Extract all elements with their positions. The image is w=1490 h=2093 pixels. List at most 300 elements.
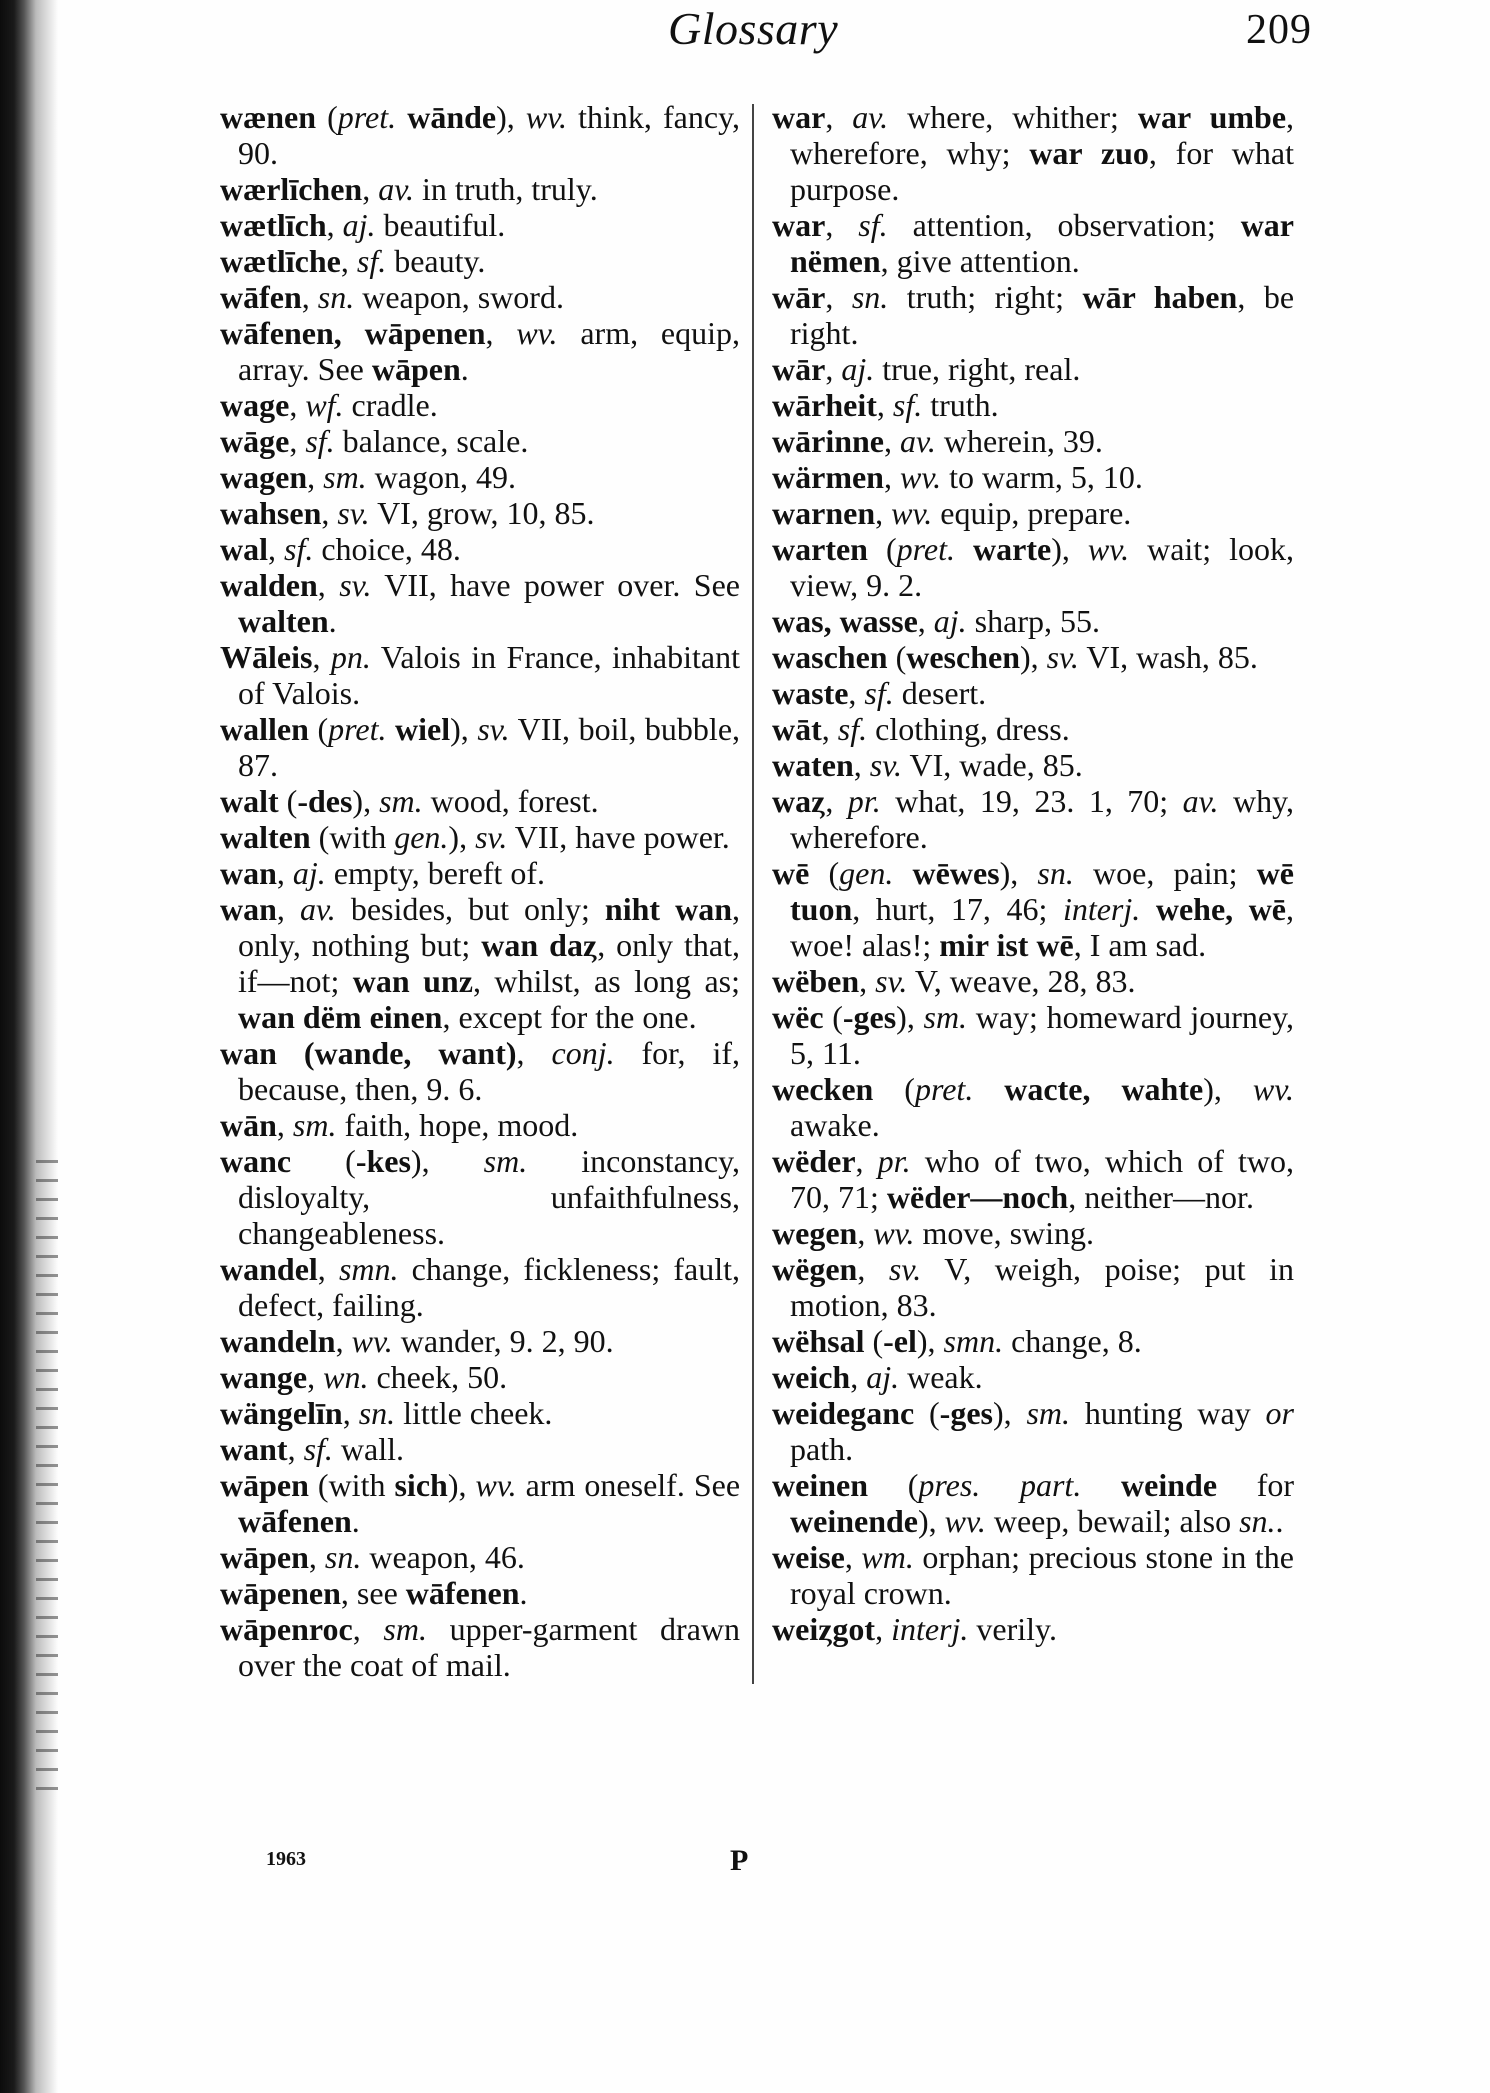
glossary-entry bbox=[220, 171, 740, 207]
glossary-entry bbox=[220, 387, 740, 423]
entry-grammar-label: sm. bbox=[923, 999, 968, 1035]
entry-text: ), bbox=[450, 711, 478, 747]
glossary-entry bbox=[772, 207, 1294, 279]
entry-text: verily. bbox=[968, 1611, 1057, 1647]
glossary-entry bbox=[772, 1215, 1294, 1251]
entry-text: , bbox=[308, 1539, 325, 1575]
entry-headword: wan (wande, want) bbox=[220, 1035, 517, 1071]
entry-grammar-label: sv. bbox=[477, 711, 510, 747]
entry-headword: wegen bbox=[772, 1215, 858, 1251]
entry-headword: war umbe bbox=[1137, 99, 1287, 135]
entry-text: , bbox=[485, 315, 517, 351]
glossary-entry bbox=[220, 891, 740, 1035]
entry-grammar-label: gen. bbox=[839, 855, 894, 891]
entry-headword: wandeln bbox=[220, 1323, 336, 1359]
entry-grammar-label: wv. bbox=[891, 495, 933, 531]
entry-text: . bbox=[1275, 1503, 1284, 1539]
entry-text: , bbox=[876, 387, 893, 423]
entry-headword: weschen bbox=[906, 639, 1020, 675]
entry-headword: wallen bbox=[220, 711, 309, 747]
entry-grammar-label: sn. bbox=[324, 1539, 362, 1575]
entry-text: , bbox=[825, 351, 842, 387]
entry-text: ), bbox=[896, 999, 924, 1035]
entry-headword: wāfenen bbox=[405, 1575, 520, 1611]
glossary-entry bbox=[220, 423, 740, 459]
entry-text: VII, have power over. See bbox=[371, 567, 741, 603]
entry-grammar-label: sf. bbox=[284, 531, 314, 567]
entry-text: ( bbox=[914, 1395, 940, 1431]
entry-text: change, fickleness; fault, defect, failing. bbox=[238, 1251, 741, 1323]
entry-headword: weich bbox=[772, 1359, 851, 1395]
entry-grammar-label: sv. bbox=[475, 819, 508, 855]
entry-grammar-label: conj. bbox=[551, 1035, 615, 1071]
entry-headword: weise bbox=[772, 1539, 845, 1575]
entry-headword: wænen bbox=[220, 99, 317, 135]
entry-headword: wætlīch bbox=[220, 207, 327, 243]
entry-headword: wāfenen, wāpenen bbox=[220, 315, 486, 351]
entry-grammar-label: sm. bbox=[483, 1143, 528, 1179]
entry-text: ), bbox=[447, 1467, 476, 1503]
glossary-entry bbox=[220, 243, 740, 279]
entry-text: , bbox=[289, 423, 306, 459]
entry-headword: wängelīn bbox=[220, 1395, 343, 1431]
entry-text: , bbox=[875, 1611, 892, 1647]
entry-text: , bbox=[276, 1107, 293, 1143]
entry-headword: wan dëm einen bbox=[238, 999, 443, 1035]
entry-headword: war bbox=[772, 207, 826, 243]
entry-text: , bbox=[317, 567, 340, 603]
glossary-entry bbox=[772, 639, 1294, 675]
entry-headword: war nëmen bbox=[790, 207, 1294, 279]
column-divider bbox=[752, 104, 754, 1684]
entry-text: ), bbox=[1203, 1071, 1253, 1107]
entry-text: ( bbox=[864, 1323, 884, 1359]
entry-text: where, whither; bbox=[888, 99, 1138, 135]
entry-headword: Wāleis bbox=[220, 639, 313, 675]
entry-headword: wārinne bbox=[772, 423, 884, 459]
entry-headword: wal bbox=[220, 531, 268, 567]
glossary-column-left bbox=[220, 99, 740, 1683]
entry-text: , bbox=[825, 99, 853, 135]
entry-headword: weinde bbox=[1121, 1467, 1218, 1503]
glossary-entry bbox=[220, 1143, 740, 1251]
entry-text: upper-garment drawn over the coat of mail. bbox=[238, 1611, 740, 1683]
glossary-column-right bbox=[772, 99, 1294, 1647]
entry-headword: wan bbox=[220, 891, 277, 927]
entry-text: ), bbox=[496, 99, 526, 135]
entry-grammar-label: wv. bbox=[873, 1215, 915, 1251]
entry-text: in truth, truly. bbox=[414, 171, 598, 207]
entry-grammar-label: wn. bbox=[323, 1359, 369, 1395]
glossary-entry bbox=[772, 999, 1294, 1071]
entry-text: ), bbox=[1019, 639, 1047, 675]
entry-grammar-label: av. bbox=[1182, 783, 1219, 819]
entry-text: who of two, which of two, 70, 71; bbox=[790, 1143, 1295, 1215]
entry-grammar-label: interj. bbox=[891, 1611, 969, 1647]
entry-text: Valois in France, inhabitant of Valois. bbox=[238, 639, 741, 711]
entry-headword: -des bbox=[297, 783, 353, 819]
entry-grammar-label: sm. bbox=[1026, 1395, 1071, 1431]
entry-text: , wherefore, why; bbox=[790, 99, 1295, 171]
entry-text: inconstancy, disloyalty, unfaithfulness, changeableness. bbox=[238, 1143, 740, 1251]
glossary-entry bbox=[772, 1467, 1294, 1539]
entry-text: cheek, 50. bbox=[368, 1359, 508, 1395]
entry-grammar-label: pn. bbox=[330, 639, 371, 675]
glossary-entry bbox=[772, 1395, 1294, 1467]
entry-grammar-label: wv. bbox=[351, 1323, 393, 1359]
entry-text: path. bbox=[790, 1431, 854, 1467]
entry-text bbox=[893, 855, 912, 891]
entry-text: equip, prepare. bbox=[932, 495, 1132, 531]
glossary-entry bbox=[220, 567, 740, 639]
entry-text: beauty. bbox=[386, 243, 486, 279]
glossary-entry bbox=[220, 1611, 740, 1683]
entry-headword: wahsen bbox=[220, 495, 322, 531]
entry-text: , see bbox=[340, 1575, 406, 1611]
entry-text: cradle. bbox=[343, 387, 438, 423]
entry-headword: wē bbox=[772, 855, 810, 891]
entry-headword: wēwes bbox=[912, 855, 1000, 891]
entry-headword: wārheit bbox=[772, 387, 877, 423]
entry-grammar-label: pres. part. bbox=[918, 1467, 1082, 1503]
glossary-entry bbox=[772, 711, 1294, 747]
glossary-entry bbox=[220, 1431, 740, 1467]
entry-text: way; homeward journey, 5, 11. bbox=[790, 999, 1294, 1071]
entry-text: VII, boil, bubble, 87. bbox=[238, 711, 741, 783]
entry-headword: wāpenen bbox=[220, 1575, 341, 1611]
entry-headword: waschen bbox=[772, 639, 888, 675]
entry-text: , bbox=[821, 711, 838, 747]
glossary-entry bbox=[772, 459, 1294, 495]
glossary-entry bbox=[220, 711, 740, 783]
entry-headword: wāfen bbox=[220, 279, 302, 315]
entry-headword: wāge bbox=[220, 423, 290, 459]
glossary-entry bbox=[220, 1107, 740, 1143]
entry-text: woe, pain; bbox=[1073, 855, 1257, 891]
entry-text: change, 8. bbox=[1003, 1323, 1142, 1359]
entry-text: ), bbox=[410, 1143, 484, 1179]
entry-headword: wëhsal bbox=[772, 1323, 865, 1359]
entry-headword: wange bbox=[220, 1359, 308, 1395]
entry-text: , bbox=[335, 1323, 352, 1359]
entry-text: , bbox=[287, 1431, 304, 1467]
entry-headword: war bbox=[772, 99, 826, 135]
entry-text: sharp, 55. bbox=[966, 603, 1100, 639]
entry-grammar-label: sm. bbox=[292, 1107, 337, 1143]
entry-text: VII, have power. bbox=[507, 819, 730, 855]
entry-text: wagon, 49. bbox=[366, 459, 516, 495]
entry-text: why, wherefore. bbox=[790, 783, 1295, 855]
entry-text: faith, hope, mood. bbox=[336, 1107, 579, 1143]
entry-grammar-label: wv. bbox=[899, 459, 942, 495]
entry-grammar-label: sn. bbox=[851, 279, 889, 315]
entry-grammar-label: pret. bbox=[328, 711, 387, 747]
entry-text: wood, forest. bbox=[422, 783, 599, 819]
entry-grammar-label: interj. bbox=[1062, 891, 1141, 927]
glossary-entry bbox=[220, 783, 740, 819]
entry-headword: -el bbox=[883, 1323, 917, 1359]
entry-headword: weinende bbox=[790, 1503, 918, 1539]
entry-text bbox=[1081, 1467, 1121, 1503]
entry-text: weapon, 46. bbox=[361, 1539, 525, 1575]
entry-headword: wāpen bbox=[220, 1539, 309, 1575]
entry-headword: wāpenroc bbox=[220, 1611, 353, 1647]
glossary-entry bbox=[772, 1539, 1294, 1611]
entry-text: beautiful. bbox=[375, 207, 506, 243]
entry-headword: waten bbox=[772, 747, 854, 783]
entry-text: , bbox=[857, 1215, 874, 1251]
entry-headword: wëgen bbox=[772, 1251, 858, 1287]
glossary-entry bbox=[772, 495, 1294, 531]
glossary-entry bbox=[220, 315, 740, 387]
entry-text: wait; look, view, 9. 2. bbox=[790, 531, 1295, 603]
entry-text: (with bbox=[308, 1467, 395, 1503]
entry-headword: walden bbox=[220, 567, 318, 603]
glossary-entry bbox=[220, 207, 740, 243]
entry-text: , bbox=[844, 1539, 862, 1575]
entry-grammar-label: sv. bbox=[888, 1251, 922, 1287]
entry-text: (with bbox=[310, 819, 395, 855]
entry-text: ( bbox=[278, 783, 298, 819]
entry-grammar-label: aj. bbox=[841, 351, 875, 387]
entry-grammar-label: sf. bbox=[305, 423, 335, 459]
entry-grammar-label: wv. bbox=[516, 315, 558, 351]
entry-text: V, weigh, poise; put in motion, 83. bbox=[790, 1251, 1295, 1323]
entry-text: , be right. bbox=[790, 279, 1295, 351]
entry-grammar-label: aj. bbox=[866, 1359, 900, 1395]
entry-text: ), bbox=[448, 819, 476, 855]
glossary-entry bbox=[220, 1539, 740, 1575]
entry-headword: wætlīche bbox=[220, 243, 341, 279]
entry-headword: warten bbox=[772, 531, 868, 567]
glossary-entry bbox=[220, 531, 740, 567]
entry-headword: wār bbox=[772, 351, 826, 387]
glossary-entry bbox=[772, 1143, 1294, 1215]
entry-grammar-label: av. bbox=[378, 171, 415, 207]
entry-grammar-label: pr. bbox=[877, 1143, 911, 1179]
glossary-entry bbox=[772, 1251, 1294, 1323]
entry-grammar-label: pret. bbox=[896, 531, 956, 567]
entry-headword: walten bbox=[238, 603, 329, 639]
entry-headword: wē tuon bbox=[790, 855, 1294, 927]
glossary-entry bbox=[772, 351, 1294, 387]
entry-headword: walten bbox=[220, 819, 311, 855]
entry-grammar-label: av. bbox=[299, 891, 336, 927]
entry-grammar-label: wv. bbox=[475, 1467, 517, 1503]
glossary-entry bbox=[220, 855, 740, 891]
entry-headword: -kes bbox=[355, 1143, 411, 1179]
entry-text: ( bbox=[308, 711, 329, 747]
entry-headword: wār bbox=[772, 279, 826, 315]
entry-text: , bbox=[340, 243, 357, 279]
entry-headword: wandel bbox=[220, 1251, 318, 1287]
entry-text: empty, bereft of. bbox=[325, 855, 545, 891]
glossary-entry bbox=[772, 1359, 1294, 1395]
entry-grammar-label: av. bbox=[900, 423, 936, 459]
glossary-entry bbox=[772, 531, 1294, 603]
entry-text: ( bbox=[823, 999, 843, 1035]
entry-text: weep, bewail; also bbox=[985, 1503, 1240, 1539]
entry-text: , bbox=[268, 531, 284, 567]
glossary-entry bbox=[772, 279, 1294, 351]
glossary-entry bbox=[220, 1251, 740, 1323]
running-title: Glossary bbox=[668, 3, 839, 54]
entry-text: , bbox=[317, 1251, 339, 1287]
entry-text: , bbox=[516, 1035, 552, 1071]
entry-text: , bbox=[875, 495, 892, 531]
entry-text: arm oneself. See bbox=[516, 1467, 741, 1503]
entry-headword: wāpen bbox=[371, 351, 461, 387]
page-number: 209 bbox=[1246, 7, 1312, 53]
entry-text: truth; right; bbox=[888, 279, 1083, 315]
entry-grammar-label: sf. bbox=[858, 207, 888, 243]
entry-headword: wār haben bbox=[1082, 279, 1238, 315]
entry-text: VI, wash, 85. bbox=[1078, 639, 1258, 675]
entry-text: , bbox=[848, 675, 865, 711]
entry-text: , neither—nor. bbox=[1068, 1179, 1254, 1215]
entry-text: , bbox=[855, 1143, 878, 1179]
entry-text: , bbox=[857, 1251, 889, 1287]
entry-grammar-label: pr. bbox=[847, 783, 881, 819]
entry-text: ), bbox=[352, 783, 380, 819]
entry-text: weak. bbox=[899, 1359, 983, 1395]
entry-text: ), bbox=[999, 855, 1038, 891]
entry-grammar-label: wv. bbox=[944, 1503, 986, 1539]
glossary-entry bbox=[220, 1467, 740, 1539]
entry-text: , bbox=[917, 603, 934, 639]
entry-headword: wëder bbox=[772, 1143, 856, 1179]
entry-grammar-label: smn. bbox=[943, 1323, 1004, 1359]
entry-text: , bbox=[307, 459, 324, 495]
entry-text: clothing, dress. bbox=[867, 711, 1070, 747]
entry-text: . bbox=[460, 351, 469, 387]
entry-text: , bbox=[321, 495, 338, 531]
entry-text: VI, grow, 10, 85. bbox=[369, 495, 595, 531]
entry-headword: walt bbox=[220, 783, 279, 819]
entry-text: ( bbox=[316, 99, 338, 135]
entry-headword: wëder—noch bbox=[886, 1179, 1069, 1215]
entry-headword: wanc bbox=[220, 1143, 292, 1179]
entry-headword: wëc bbox=[772, 999, 824, 1035]
glossary-entry bbox=[772, 1323, 1294, 1359]
glossary-entry bbox=[772, 603, 1294, 639]
entry-text: for, if, because, then, 9. 6. bbox=[238, 1035, 741, 1107]
entry-text bbox=[955, 531, 973, 567]
glossary-entry bbox=[220, 1575, 740, 1611]
entry-headword: wāfenen bbox=[238, 1503, 352, 1539]
entry-headword: wehe, wē bbox=[1155, 891, 1287, 927]
entry-headword: wëben bbox=[772, 963, 860, 999]
entry-text: ), bbox=[918, 1503, 945, 1539]
entry-text: ), bbox=[916, 1323, 944, 1359]
entry-text: move, swing. bbox=[914, 1215, 1095, 1251]
entry-grammar-label: sm. bbox=[379, 783, 423, 819]
entry-headword: waste bbox=[772, 675, 849, 711]
glossary-entry bbox=[772, 783, 1294, 855]
entry-text: ( bbox=[887, 639, 907, 675]
entry-headword: wāt bbox=[772, 711, 822, 747]
entry-headword: wan daȥ bbox=[481, 927, 598, 963]
entry-text: wander, 9. 2, 90. bbox=[392, 1323, 614, 1359]
entry-headword: -ges bbox=[939, 1395, 993, 1431]
entry-headword: wan bbox=[220, 855, 277, 891]
entry-text: desert. bbox=[893, 675, 987, 711]
entry-text: wall. bbox=[332, 1431, 404, 1467]
entry-text bbox=[386, 711, 395, 747]
entry-text bbox=[973, 1071, 1004, 1107]
entry-text: besides, but only; bbox=[335, 891, 605, 927]
entry-text: , I am sad. bbox=[1073, 927, 1207, 963]
glossary-entry bbox=[220, 1035, 740, 1107]
page-footer bbox=[0, 1844, 1490, 1888]
entry-text: , bbox=[352, 1611, 384, 1647]
entry-headword: sich bbox=[394, 1467, 448, 1503]
glossary-entry bbox=[772, 747, 1294, 783]
entry-text: arm, equip, array. See bbox=[238, 315, 740, 387]
entry-text: , only that, if—not; bbox=[238, 927, 741, 999]
entry-text: awake. bbox=[790, 1107, 880, 1143]
entry-text: , give attention. bbox=[880, 243, 1080, 279]
glossary-entry bbox=[220, 639, 740, 711]
entry-text: , bbox=[307, 1359, 324, 1395]
glossary-entry bbox=[220, 459, 740, 495]
entry-grammar-label: sv. bbox=[1046, 639, 1079, 675]
entry-text: , bbox=[312, 639, 331, 675]
entry-grammar-label: sn. bbox=[1239, 1503, 1276, 1539]
entry-text: VI, wade, 85. bbox=[902, 747, 1083, 783]
entry-grammar-label: wv. bbox=[1087, 531, 1130, 567]
entry-headword: waȥ bbox=[772, 783, 826, 819]
entry-text: to warm, 5, 10. bbox=[941, 459, 1143, 495]
entry-text: , for what purpose. bbox=[790, 135, 1294, 207]
entry-headword: warnen bbox=[772, 495, 876, 531]
entry-grammar-label: sf. bbox=[864, 675, 894, 711]
entry-headword: weinen bbox=[772, 1467, 868, 1503]
entry-text: , bbox=[276, 891, 300, 927]
entry-text: weapon, sword. bbox=[354, 279, 564, 315]
entry-text: , bbox=[825, 207, 859, 243]
entry-text: . bbox=[328, 603, 337, 639]
entry-grammar-label: wv. bbox=[525, 99, 568, 135]
entry-headword: wage bbox=[220, 387, 290, 423]
entry-headword: weideganc bbox=[772, 1395, 915, 1431]
entry-headword: was, wasse bbox=[772, 603, 918, 639]
entry-headword: warte bbox=[973, 531, 1052, 567]
entry-grammar-label: wm. bbox=[861, 1539, 914, 1575]
glossary-entry bbox=[220, 1395, 740, 1431]
entry-text: , bbox=[883, 459, 900, 495]
entry-headword: niht wan bbox=[604, 891, 733, 927]
entry-text bbox=[396, 99, 407, 135]
glossary-entry bbox=[772, 423, 1294, 459]
entry-grammar-label: sv. bbox=[337, 495, 370, 531]
glossary-entry bbox=[220, 1359, 740, 1395]
entry-text: , bbox=[326, 207, 343, 243]
entry-grammar-label: aj. bbox=[342, 207, 376, 243]
entry-grammar-label: or bbox=[1265, 1395, 1294, 1431]
entry-text: think, fancy, 90. bbox=[238, 99, 740, 171]
entry-grammar-label: sv. bbox=[339, 567, 372, 603]
signature-letter: P bbox=[730, 1844, 749, 1877]
glossary-entry bbox=[772, 963, 1294, 999]
entry-text: . bbox=[519, 1575, 528, 1611]
entry-headword: want bbox=[220, 1431, 288, 1467]
entry-text: , except for the one. bbox=[442, 999, 697, 1035]
entry-text: ( bbox=[291, 1143, 356, 1179]
entry-text: , bbox=[289, 387, 306, 423]
entry-headword: weiȥgot bbox=[772, 1611, 876, 1647]
entry-text: ), bbox=[992, 1395, 1027, 1431]
